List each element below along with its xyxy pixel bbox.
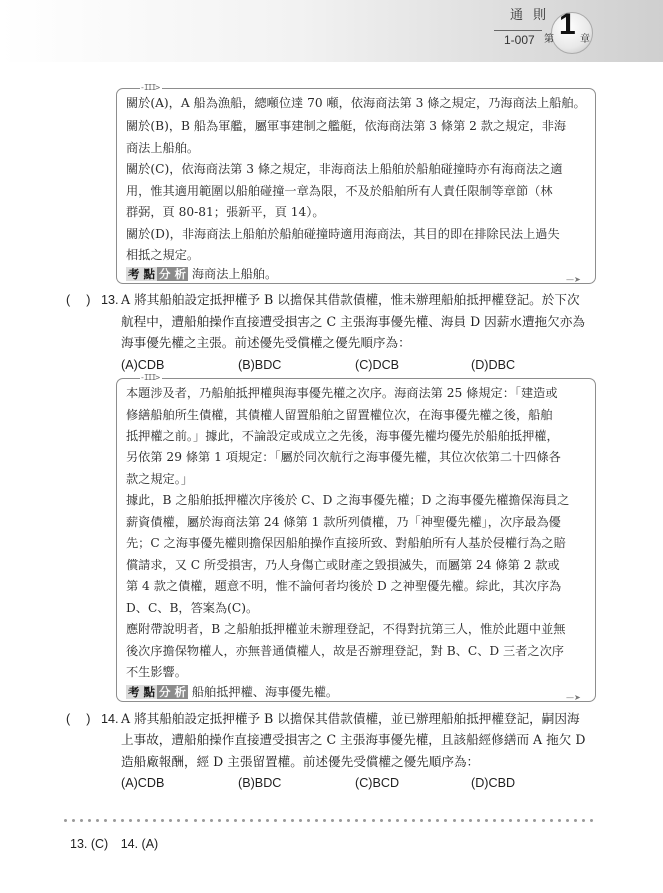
divider-dot — [258, 819, 261, 822]
divider-dot — [274, 819, 277, 822]
key-point-row — [126, 266, 277, 282]
divider-dot — [266, 819, 269, 822]
divider-dot — [444, 819, 447, 822]
section-title: 通則 — [510, 8, 557, 23]
explanation-line: 先；C 之海事優先權則擔保因船舶操作直接所致、對船舶所有人基於侵權行為之賠 — [126, 536, 566, 550]
box-tab-icon: -III> — [140, 84, 162, 92]
divider-dot — [388, 819, 391, 822]
explanation-line: D、C、B，答案為(C)。 — [126, 601, 259, 615]
answer-blank: ( ) — [66, 293, 91, 307]
divider-dot — [428, 819, 431, 822]
divider-dot — [558, 819, 561, 822]
divider-dot — [226, 819, 229, 822]
explanation-line: 相抵之規定。 — [126, 248, 200, 262]
option-b: (B)BDC — [238, 776, 282, 790]
divider-dot — [129, 819, 132, 822]
explanation-line: 薪資債權，屬於海商法第 24 條第 1 款所列債權，乃「神聖優先權」，次序最為優 — [126, 515, 561, 529]
chapter-prefix: 第 — [544, 34, 554, 45]
explanation-line: 償請求，又 C 所受損害，乃人身傷亡或財產之毀損滅失，而屬第 24 條第 2 款或 — [126, 558, 560, 572]
tag-fen: 分 — [159, 685, 171, 699]
tag-xi: 析 — [174, 267, 186, 281]
box-arrow-icon: —➤ — [566, 275, 581, 284]
divider-dot — [137, 819, 140, 822]
divider-dot — [396, 819, 399, 822]
divider-dot — [202, 819, 205, 822]
explanation-line: 第 4 款之債權，題意不明，惟不論何者均後於 D 之神聖優先權。綜此，其次序為 — [126, 579, 562, 593]
question-line: 航程中，遭船舶操作直接遭受損害之 C 主張海事優先權、海員 D 因薪水遭拖欠亦為 — [121, 314, 585, 329]
divider-dot — [234, 819, 237, 822]
divider-dot — [194, 819, 197, 822]
divider-dot — [242, 819, 245, 822]
divider-dot — [574, 819, 577, 822]
dotted-divider — [64, 819, 594, 823]
divider-dot — [339, 819, 342, 822]
divider-dot — [104, 819, 107, 822]
divider-dot — [404, 819, 407, 822]
divider-dot — [331, 819, 334, 822]
question-line: A 將其船舶設定抵押權予 B 以擔保其借款債權，惟未辦理船舶抵押權登記。於下次 — [121, 292, 580, 307]
tag-fen: 分 — [159, 267, 171, 281]
explanation-line: 抵押權之前。」據此，不論設定或成立之先後，海事優先權均優先於船舶抵押權， — [126, 429, 559, 443]
divider-dot — [96, 819, 99, 822]
explanation-line: 關於(C)，依海商法第 3 條之規定，非海商法上船舶於船舶碰撞時亦有海商法之適 — [126, 162, 563, 176]
question-number: 14. — [101, 712, 119, 726]
option-a: (A)CDB — [121, 776, 165, 790]
divider-dot — [461, 819, 464, 822]
divider-dot — [493, 819, 496, 822]
explanation-line: 商法上船舶。 — [126, 141, 200, 155]
divider-dot — [323, 819, 326, 822]
question-line: 上事故，遭船舶操作直接遭受損害之 C 主張海事優先權，且該船經修繕而 A 拖欠 D — [121, 732, 586, 747]
tag-dian: 點 — [143, 685, 155, 699]
divider-dot — [477, 819, 480, 822]
option-c: (C)BCD — [355, 776, 400, 790]
divider-dot — [72, 819, 75, 822]
tag-dian: 點 — [143, 267, 155, 281]
divider-dot — [185, 819, 188, 822]
divider-dot — [469, 819, 472, 822]
explanation-line: 關於(D)，非海商法上船舶於船舶碰撞時適用海商法，其目的即在排除民法上過失 — [126, 227, 560, 241]
explanation-line: 款之規定。」 — [126, 472, 194, 486]
key-point-text: 船舶抵押權、海事優先權。 — [191, 685, 339, 699]
divider-dot — [218, 819, 221, 822]
divider-dot — [250, 819, 253, 822]
question-number: 13. — [101, 293, 119, 307]
divider-dot — [485, 819, 488, 822]
divider-dot — [525, 819, 528, 822]
divider-dot — [363, 819, 366, 822]
divider-dot — [509, 819, 512, 822]
divider-dot — [80, 819, 83, 822]
divider-dot — [315, 819, 318, 822]
divider-dot — [161, 819, 164, 822]
divider-dot — [291, 819, 294, 822]
divider-dot — [542, 819, 545, 822]
divider-dot — [436, 819, 439, 822]
divider-dot — [372, 819, 375, 822]
header-rule — [494, 30, 542, 31]
box-tab-icon: -III> — [140, 374, 162, 382]
explanation-line: 修繕船舶所生債權，其債權人留置船舶之留置權位次，在海事優先權之後，船舶 — [126, 408, 553, 422]
divider-dot — [283, 819, 286, 822]
divider-dot — [420, 819, 423, 822]
tag-xi: 析 — [174, 685, 186, 699]
divider-dot — [590, 819, 593, 822]
explanation-line: 另依第 29 條第 1 項規定：「屬於同次航行之海事優先權，其位次依第二十四條各 — [126, 450, 561, 464]
divider-dot — [113, 819, 116, 822]
divider-dot — [177, 819, 180, 822]
question-line: A 將其船舶設定抵押權予 B 以擔保其借款債權，並已辦理船舶抵押權登記，嗣因海 — [121, 711, 580, 726]
divider-dot — [501, 819, 504, 822]
answer-key: 13. (C) 14. (A) — [70, 837, 159, 851]
option-d: (D)CBD — [471, 776, 516, 790]
explanation-line: 群弼，頁 80-81；張新平，頁 14）。 — [126, 205, 325, 219]
option-a: (A)CDB — [121, 358, 165, 372]
explanation-line: 用，惟其適用範圍以船舶碰撞一章為限，不及於船舶所有人責任限制等章節（林 — [126, 184, 553, 198]
divider-dot — [355, 819, 358, 822]
divider-dot — [533, 819, 536, 822]
option-d: (D)DBC — [471, 358, 516, 372]
divider-dot — [64, 819, 67, 822]
divider-dot — [307, 819, 310, 822]
divider-dot — [299, 819, 302, 822]
explanation-line: 據此，B 之船舶抵押權次序後於 C、D 之海事優先權；D 之海事優先權擔保海員之 — [126, 493, 570, 507]
divider-dot — [550, 819, 553, 822]
divider-dot — [210, 819, 213, 822]
chapter-number: 1 — [559, 8, 576, 41]
key-point-row — [126, 684, 338, 700]
divider-dot — [153, 819, 156, 822]
tag-kao: 考 — [128, 685, 140, 699]
divider-dot — [380, 819, 383, 822]
explanation-line: 不生影響。 — [126, 665, 187, 679]
page-number: 1-007 — [504, 33, 535, 47]
divider-dot — [453, 819, 456, 822]
divider-dot — [145, 819, 148, 822]
divider-dot — [88, 819, 91, 822]
divider-dot — [582, 819, 585, 822]
divider-dot — [347, 819, 350, 822]
explanation-line: 關於(B)，B 船為軍艦，屬軍事建制之艦艇，依海商法第 3 條第 2 款之規定，非海 — [126, 119, 567, 133]
divider-dot — [121, 819, 124, 822]
divider-dot — [169, 819, 172, 822]
question-line: 海事優先權之主張。前述優先受償權之優先順序為： — [121, 335, 411, 350]
explanation-line: 關於(A)，A 船為漁船，總噸位達 70 噸，依海商法第 3 條之規定，乃海商法上船舶。 — [126, 96, 586, 110]
tag-kao: 考 — [128, 267, 140, 281]
answer-blank: ( ) — [66, 712, 91, 726]
explanation-line: 後次序擔保物權人，亦無普通債權人，故是否辦理登記，對 B、C、D 三者之次序 — [126, 644, 564, 658]
question-line: 造船廠報酬，經 D 主張留置權。前述優先受償權之優先順序為： — [121, 754, 480, 769]
option-b: (B)BDC — [238, 358, 282, 372]
divider-dot — [566, 819, 569, 822]
key-point-text: 海商法上船舶。 — [191, 267, 278, 281]
explanation-line: 應附帶說明者，B 之船舶抵押權並未辦理登記，不得對抗第三人，惟於此題中並無 — [126, 622, 566, 636]
divider-dot — [517, 819, 520, 822]
explanation-line: 本題涉及者，乃船舶抵押權與海事優先權之次序。海商法第 25 條規定：「建造或 — [126, 386, 558, 400]
option-c: (C)DCB — [355, 358, 400, 372]
divider-dot — [412, 819, 415, 822]
box-arrow-icon: —➤ — [566, 693, 581, 702]
chapter-suffix: 章 — [580, 34, 590, 45]
